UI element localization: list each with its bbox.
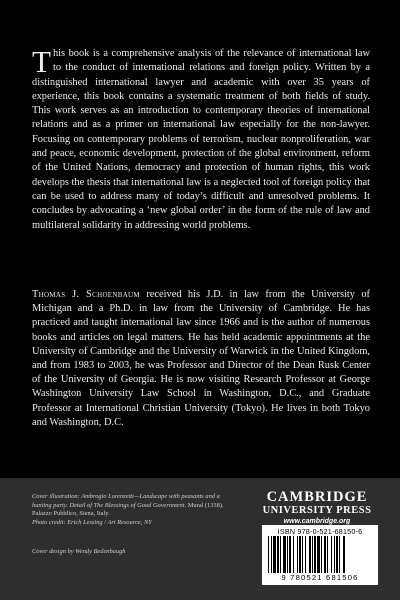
publisher-logo <box>262 490 372 527</box>
book-blurb <box>32 44 370 233</box>
cover-illustration-credit <box>32 493 237 527</box>
photo-credit: Photo credit: Erich Lessing / Art Resource, NY <box>32 518 152 526</box>
cover-design-credit: Cover design by Wendy Bedenbaugh <box>32 548 126 555</box>
drop-cap: T <box>32 44 51 79</box>
author-name: Thomas J. Schoenbaum <box>32 289 140 300</box>
bio-text: received his J.D. in law from the University of Michigan and a Ph.D. in law from the University of Cambridge. He has practiced and taught international law since 1966 and is the author of numerous books and articles on legal matters. He has held academic appointments at the University of Cambridge and the University of Warwick in the United Kingdom, and from 1983 to 2003, he was Professor and Director of the Dean Rusk Center of the University of Georgia. He is now visiting Research Professor at George Washington University Law School in Washington, D.C., and Graduate Professor at International Christian University (Tokyo). He lives in both Tokyo and Washington, D.C. <box>32 289 371 428</box>
credit-line-1: Cover illustration: Ambrogio Lorenzetti—Landscape with peasants and a hunting party. Detail of <box>32 493 220 509</box>
author-bio <box>32 288 370 430</box>
isbn-label: ISBN 978-0-521-68150-6 <box>277 527 363 536</box>
credit-line-2: . Mural (1338). Palazzo Pubblico, Siena, Italy. <box>32 501 224 518</box>
barcode <box>262 525 378 585</box>
publisher-subtitle: UNIVERSITY PRESS <box>262 505 372 516</box>
publisher-name: CAMBRIDGE <box>266 489 368 505</box>
barcode-bars-icon <box>268 536 372 573</box>
credit-work-title: The Blessings of Good Government <box>93 501 185 509</box>
blurb-text: his book is a comprehensive analysis of the relevance of international law to the conduct of international relations and foreign policy. Written by a distinguished international lawyer and academic with over 35 years of experience, this book contains a systematic treatment of both fields of study. This work serves as an introduction to contemporary theories of international relations and as a primer on international law especially for the non-lawyer. Focusing on contemporary problems of terrorism, nuclear nonproliferation, war and peace, economic development, protection of the global environment, reform of the United Nations, democracy and protection of human rights, this work develops the thesis that international law is a neglected tool of foreign policy that can be used to address many of today’s difficult and unresolved problems. It concludes by advocating a ‘new global order’ in the form of the rule of law and multilateral solidarity in addressing world problems. <box>32 48 370 231</box>
barcode-number: 9 780521 681506 <box>281 573 359 582</box>
publisher-url: www.cambridge.org <box>283 518 351 525</box>
